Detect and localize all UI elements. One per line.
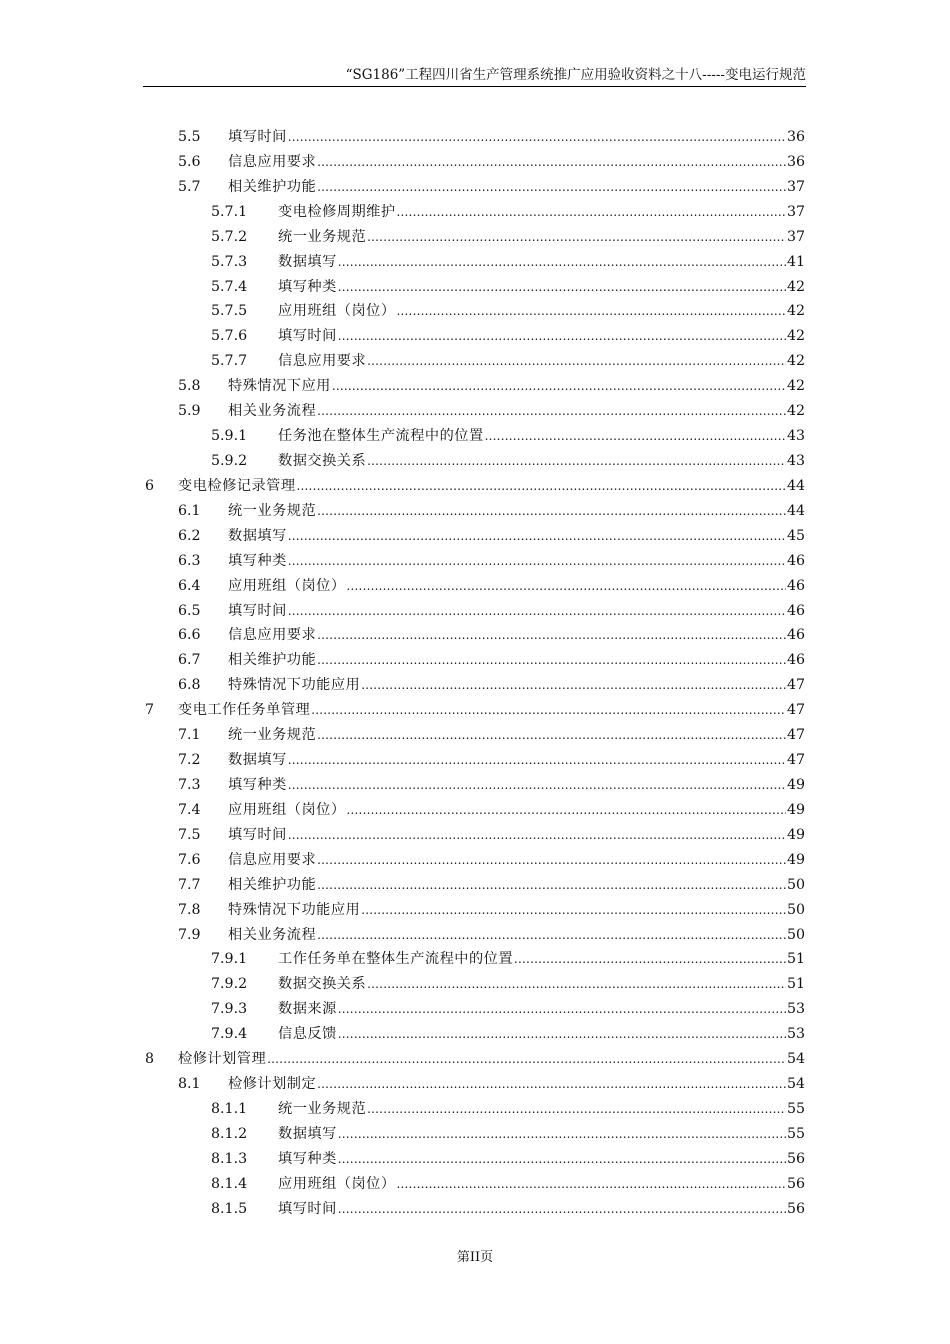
toc-dot-leader xyxy=(397,299,786,324)
toc-entry-page: 42 xyxy=(786,303,805,320)
toc-dot-leader xyxy=(317,1072,786,1097)
toc-entry-page: 46 xyxy=(786,552,805,569)
toc-dot-leader xyxy=(288,599,786,624)
toc-dot-leader xyxy=(338,324,786,349)
toc-entry-title: 相关业务流程 xyxy=(228,403,317,420)
toc-entry-page: 56 xyxy=(786,1175,805,1192)
toc-dot-leader xyxy=(317,399,786,424)
toc-entry-title: 填写时间 xyxy=(228,129,287,145)
toc-entry-title: 任务池在整体生产流程中的位置 xyxy=(278,428,484,445)
toc-entry-page: 50 xyxy=(786,901,805,918)
toc-entry-page: 42 xyxy=(786,353,805,370)
toc-entry-number: 8 xyxy=(145,1051,155,1068)
toc-entry-number: 6.3 xyxy=(178,552,201,569)
toc-entry-page: 56 xyxy=(786,1150,805,1167)
toc-entry-page: 55 xyxy=(786,1125,805,1142)
toc-entry-page: 43 xyxy=(786,428,805,445)
toc-entry-number: 7.8 xyxy=(178,901,201,918)
toc-entry-page: 46 xyxy=(786,652,805,669)
toc-entry-number: 6.8 xyxy=(178,677,201,694)
toc-entry[interactable] xyxy=(0,798,950,823)
toc-entry-page: 46 xyxy=(786,627,805,644)
toc-dot-leader xyxy=(338,275,786,300)
toc-entry-title: 信息应用要求 xyxy=(228,153,317,170)
toc-dot-leader xyxy=(397,1172,786,1197)
toc-entry-title: 统一业务规范 xyxy=(278,228,367,245)
toc-entry-page: 36 xyxy=(786,153,805,170)
toc-entry-page: 47 xyxy=(786,752,805,769)
toc-entry[interactable] xyxy=(0,1072,950,1097)
toc-entry-page: 36 xyxy=(786,129,805,145)
toc-entry-page: 56 xyxy=(786,1200,805,1217)
toc-entry-number: 5.7.2 xyxy=(211,228,248,245)
toc-entry-page: 47 xyxy=(786,727,805,744)
toc-entry-page: 44 xyxy=(786,477,805,494)
toc-entry-page: 44 xyxy=(786,502,805,519)
toc-dot-leader xyxy=(338,1122,786,1147)
page-footer: 第II页 xyxy=(456,1250,494,1265)
toc-dot-leader xyxy=(288,823,786,848)
toc-entry-page: 54 xyxy=(786,1051,805,1068)
table-of-contents xyxy=(0,125,950,1222)
toc-entry-title: 统一业务规范 xyxy=(228,727,317,744)
toc-entry-number: 7.4 xyxy=(178,801,201,818)
toc-entry-number: 8.1 xyxy=(178,1076,201,1093)
toc-entry[interactable] xyxy=(0,250,950,275)
toc-entry-title: 特殊情况下应用 xyxy=(228,378,331,395)
toc-entry-page: 54 xyxy=(786,1076,805,1093)
toc-entry-title: 检修计划管理 xyxy=(178,1051,267,1068)
page-header: “SG186”工程四川省生产管理系统推广应用验收资料之十八-----变电运行规范 xyxy=(345,67,806,83)
toc-entry-title: 数据填写 xyxy=(228,527,287,544)
toc-entry-number: 5.9.2 xyxy=(211,452,248,469)
toc-dot-leader xyxy=(267,1047,786,1072)
toc-dot-leader xyxy=(397,200,786,225)
toc-dot-leader xyxy=(317,499,786,524)
toc-dot-leader xyxy=(288,524,786,549)
toc-entry-number: 5.7.6 xyxy=(211,328,248,345)
toc-entry-number: 5.7.7 xyxy=(211,353,248,370)
toc-entry[interactable] xyxy=(0,972,950,997)
toc-entry[interactable] xyxy=(0,773,950,798)
toc-dot-leader xyxy=(317,623,786,648)
header-rule xyxy=(143,86,806,87)
toc-dot-leader xyxy=(317,848,786,873)
toc-entry-number: 5.7.3 xyxy=(211,253,248,270)
toc-entry[interactable] xyxy=(0,1172,950,1197)
toc-entry[interactable] xyxy=(0,449,950,474)
toc-entry[interactable] xyxy=(0,599,950,624)
toc-entry-number: 7.9 xyxy=(178,926,201,943)
toc-entry-title: 填写种类 xyxy=(278,278,337,295)
toc-dot-leader xyxy=(367,972,786,997)
toc-dot-leader xyxy=(317,150,786,175)
toc-entry-page: 46 xyxy=(786,602,805,619)
toc-entry-number: 5.7.5 xyxy=(211,303,248,320)
toc-entry[interactable] xyxy=(0,997,950,1022)
toc-entry[interactable] xyxy=(0,424,950,449)
toc-entry-number: 5.5 xyxy=(178,129,201,145)
toc-entry-page: 37 xyxy=(786,228,805,245)
toc-entry-number: 5.9 xyxy=(178,403,201,420)
toc-entry-title: 检修计划制定 xyxy=(228,1076,317,1093)
toc-entry[interactable] xyxy=(0,374,950,399)
toc-entry[interactable] xyxy=(0,748,950,773)
toc-entry-page: 43 xyxy=(786,452,805,469)
toc-entry[interactable] xyxy=(0,524,950,549)
toc-entry-number: 5.7.1 xyxy=(211,203,248,220)
toc-entry-title: 填写时间 xyxy=(278,1200,337,1217)
toc-entry[interactable] xyxy=(0,873,950,898)
toc-entry[interactable] xyxy=(0,923,950,948)
toc-entry-title: 变电检修记录管理 xyxy=(178,477,296,494)
toc-dot-leader xyxy=(485,424,786,449)
toc-entry-title: 数据填写 xyxy=(278,1125,337,1142)
toc-dot-leader xyxy=(317,873,786,898)
toc-entry-page: 42 xyxy=(786,403,805,420)
toc-entry-number: 7.2 xyxy=(178,752,201,769)
toc-entry-title: 变电工作任务单管理 xyxy=(178,702,311,719)
toc-entry[interactable] xyxy=(0,275,950,300)
toc-entry-title: 相关业务流程 xyxy=(228,926,317,943)
toc-dot-leader xyxy=(347,798,786,823)
toc-entry-title: 变电检修周期维护 xyxy=(278,203,396,220)
toc-dot-leader xyxy=(288,125,786,150)
toc-entry-number: 5.7.4 xyxy=(211,278,248,295)
toc-entry-title: 填写种类 xyxy=(228,776,287,793)
toc-dot-leader xyxy=(317,723,786,748)
toc-entry-page: 42 xyxy=(786,328,805,345)
toc-entry-title: 统一业务规范 xyxy=(278,1100,367,1117)
toc-entry[interactable] xyxy=(0,474,950,499)
toc-entry-number: 7.9.2 xyxy=(211,976,248,993)
toc-entry-number: 7.9.3 xyxy=(211,1001,248,1018)
toc-entry[interactable] xyxy=(0,673,950,698)
toc-entry[interactable] xyxy=(0,225,950,250)
toc-entry-page: 45 xyxy=(786,527,805,544)
toc-entry-page: 55 xyxy=(786,1100,805,1117)
toc-entry[interactable] xyxy=(0,623,950,648)
toc-entry-title: 数据填写 xyxy=(278,253,337,270)
toc-dot-leader xyxy=(361,898,786,923)
toc-entry-page: 49 xyxy=(786,826,805,843)
toc-entry-page: 46 xyxy=(786,577,805,594)
toc-entry-number: 7.9.1 xyxy=(211,951,248,968)
toc-entry-title: 统一业务规范 xyxy=(228,502,317,519)
toc-entry-number: 5.8 xyxy=(178,378,201,395)
toc-entry-page: 49 xyxy=(786,776,805,793)
toc-entry-page: 50 xyxy=(786,876,805,893)
toc-entry[interactable] xyxy=(0,848,950,873)
toc-dot-leader xyxy=(317,175,786,200)
toc-dot-leader xyxy=(288,748,786,773)
toc-entry[interactable] xyxy=(0,200,950,225)
toc-entry-title: 数据交换关系 xyxy=(278,452,367,469)
toc-entry-page: 47 xyxy=(786,702,805,719)
toc-dot-leader xyxy=(288,773,786,798)
toc-dot-leader xyxy=(367,349,786,374)
toc-dot-leader xyxy=(338,1147,786,1172)
toc-dot-leader xyxy=(367,449,786,474)
toc-entry[interactable] xyxy=(0,324,950,349)
toc-entry-page: 53 xyxy=(786,1026,805,1043)
toc-entry-title: 应用班组（岗位） xyxy=(278,303,396,320)
toc-entry[interactable] xyxy=(0,1097,950,1122)
toc-entry-number: 6.6 xyxy=(178,627,201,644)
toc-entry-page: 37 xyxy=(786,203,805,220)
toc-entry-title: 应用班组（岗位） xyxy=(228,577,346,594)
toc-entry-number: 6 xyxy=(145,477,155,494)
toc-entry[interactable] xyxy=(0,947,950,972)
toc-entry-number: 7.6 xyxy=(178,851,201,868)
toc-dot-leader xyxy=(297,474,786,499)
toc-entry-title: 信息应用要求 xyxy=(278,353,367,370)
toc-entry[interactable] xyxy=(0,898,950,923)
toc-entry-number: 7.9.4 xyxy=(211,1026,248,1043)
toc-entry[interactable] xyxy=(0,125,950,150)
toc-entry-title: 填写时间 xyxy=(278,328,337,345)
toc-dot-leader xyxy=(338,1022,786,1047)
toc-entry-page: 51 xyxy=(786,976,805,993)
toc-entry[interactable] xyxy=(0,1197,950,1222)
toc-entry-page: 37 xyxy=(786,178,805,195)
toc-dot-leader xyxy=(332,374,786,399)
toc-entry[interactable] xyxy=(0,1122,950,1147)
toc-entry[interactable] xyxy=(0,150,950,175)
toc-entry-title: 数据交换关系 xyxy=(278,976,367,993)
toc-entry[interactable] xyxy=(0,549,950,574)
toc-entry[interactable] xyxy=(0,349,950,374)
toc-entry[interactable] xyxy=(0,175,950,200)
toc-dot-leader xyxy=(338,250,786,275)
toc-dot-leader xyxy=(367,225,786,250)
toc-dot-leader xyxy=(367,1097,786,1122)
toc-entry[interactable] xyxy=(0,648,950,673)
toc-entry-title: 相关维护功能 xyxy=(228,876,317,893)
toc-entry-page: 51 xyxy=(786,951,805,968)
toc-dot-leader xyxy=(311,698,786,723)
toc-entry[interactable] xyxy=(0,1022,950,1047)
toc-entry-page: 49 xyxy=(786,801,805,818)
toc-entry-title: 填写时间 xyxy=(228,826,287,843)
toc-entry-page: 50 xyxy=(786,926,805,943)
toc-entry-page: 53 xyxy=(786,1001,805,1018)
toc-dot-leader xyxy=(317,923,786,948)
toc-entry-number: 6.1 xyxy=(178,502,201,519)
toc-entry-number: 5.6 xyxy=(178,153,201,170)
toc-entry-number: 6.5 xyxy=(178,602,201,619)
toc-entry-title: 填写种类 xyxy=(228,552,287,569)
toc-entry-number: 7.5 xyxy=(178,826,201,843)
toc-entry-title: 信息反馈 xyxy=(278,1026,337,1043)
toc-entry-number: 7.3 xyxy=(178,776,201,793)
toc-entry-title: 应用班组（岗位） xyxy=(228,801,346,818)
toc-entry-title: 特殊情况下功能应用 xyxy=(228,677,361,694)
toc-dot-leader xyxy=(317,648,786,673)
toc-entry-title: 数据来源 xyxy=(278,1001,337,1018)
toc-entry-title: 填写种类 xyxy=(278,1150,337,1167)
toc-entry-number: 7.1 xyxy=(178,727,201,744)
toc-entry[interactable] xyxy=(0,499,950,524)
toc-entry[interactable] xyxy=(0,698,950,723)
toc-entry-title: 信息应用要求 xyxy=(228,851,317,868)
toc-dot-leader xyxy=(288,549,786,574)
toc-entry-number: 6.2 xyxy=(178,527,201,544)
toc-dot-leader xyxy=(347,574,786,599)
toc-entry-title: 信息应用要求 xyxy=(228,627,317,644)
toc-entry-page: 42 xyxy=(786,378,805,395)
toc-entry-title: 数据填写 xyxy=(228,752,287,769)
toc-entry-number: 8.1.5 xyxy=(211,1200,248,1217)
toc-entry[interactable] xyxy=(0,399,950,424)
toc-entry[interactable] xyxy=(0,1047,950,1072)
toc-entry-number: 8.1.4 xyxy=(211,1175,248,1192)
toc-entry[interactable] xyxy=(0,1147,950,1172)
toc-entry-number: 6.4 xyxy=(178,577,201,594)
toc-entry-title: 工作任务单在整体生产流程中的位置 xyxy=(278,951,514,968)
toc-entry-title: 填写时间 xyxy=(228,602,287,619)
toc-entry-number: 5.9.1 xyxy=(211,428,248,445)
toc-entry-title: 特殊情况下功能应用 xyxy=(228,901,361,918)
toc-entry-number: 8.1.1 xyxy=(211,1100,248,1117)
toc-entry[interactable] xyxy=(0,823,950,848)
toc-dot-leader xyxy=(514,947,786,972)
toc-entry-number: 8.1.2 xyxy=(211,1125,248,1142)
toc-entry[interactable] xyxy=(0,299,950,324)
toc-entry-page: 42 xyxy=(786,278,805,295)
toc-dot-leader xyxy=(361,673,786,698)
toc-entry-title: 应用班组（岗位） xyxy=(278,1175,396,1192)
toc-entry-title: 相关维护功能 xyxy=(228,652,317,669)
toc-entry-number: 7.7 xyxy=(178,876,201,893)
toc-dot-leader xyxy=(338,1197,786,1222)
toc-entry-page: 47 xyxy=(786,677,805,694)
toc-entry[interactable] xyxy=(0,574,950,599)
toc-dot-leader xyxy=(338,997,786,1022)
toc-entry-title: 相关维护功能 xyxy=(228,178,317,195)
toc-entry-page: 41 xyxy=(786,253,805,270)
toc-entry-number: 6.7 xyxy=(178,652,201,669)
toc-entry-page: 49 xyxy=(786,851,805,868)
toc-entry[interactable] xyxy=(0,723,950,748)
toc-entry-number: 7 xyxy=(145,702,155,719)
toc-entry-number: 8.1.3 xyxy=(211,1150,248,1167)
toc-entry-number: 5.7 xyxy=(178,178,201,195)
